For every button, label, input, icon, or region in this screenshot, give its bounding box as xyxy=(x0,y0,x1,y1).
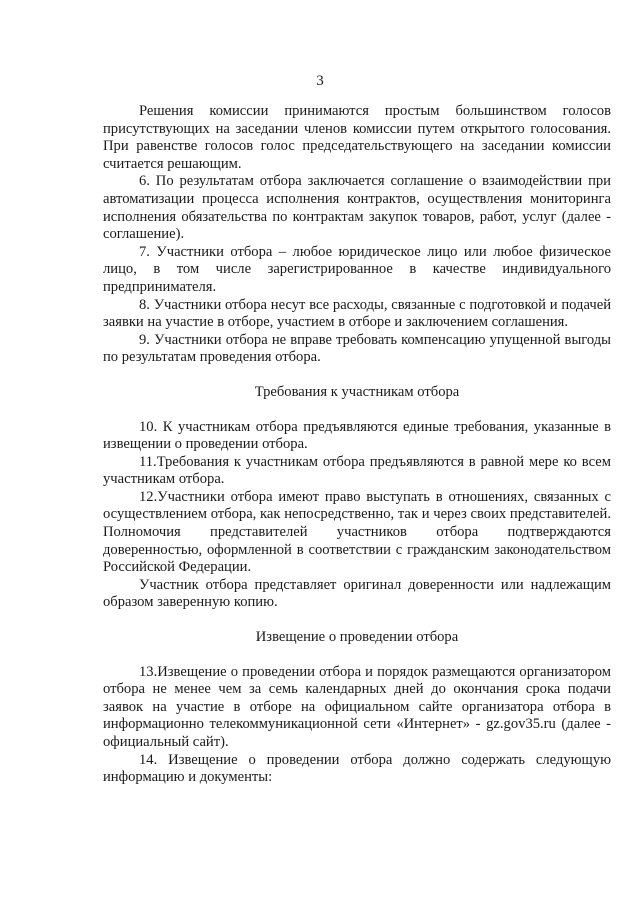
paragraph-decisions: Решения комиссии принимаются простым большинством голосов присутствующих на заседании членов комиссии путем открытого голосования. При равенстве голосов голос председательствующего на заседании комиссии считается решающим. xyxy=(103,103,611,172)
paragraph-power-of-attorney: Участник отбора представляет оригинал доверенности или надлежащим образом заверенную копию. xyxy=(103,576,611,611)
spacer xyxy=(103,647,611,664)
paragraph-8: 8. Участники отбора несут все расходы, связанные с подготовкой и подачей заявки на участие в отборе, участием в отборе и заключением соглашения. xyxy=(103,296,611,331)
paragraph-7: 7. Участники отбора – любое юридическое лицо или любое физическое лицо, в том числе зарегистрированное в качестве индивидуального предпринимателя. xyxy=(103,243,611,295)
paragraph-12: 12.Участники отбора имеют право выступать в отношениях, связанных с осуществлением отбора, как непосредственно, так и через своих представителей. Полномочия представителей участников отбора подтверждаются доверенностью, оформленной в соответствии с гражданским законодательством Российской Федерации. xyxy=(103,488,611,576)
spacer xyxy=(103,612,611,629)
page-number: 3 xyxy=(316,73,324,89)
spacer xyxy=(103,367,611,384)
spacer xyxy=(103,402,611,419)
heading-notice: Извещение о проведении отбора xyxy=(255,629,459,646)
paragraph-10: 10. К участникам отбора предъявляются единые требования, указанные в извещении о проведении отбора. xyxy=(103,418,611,453)
paragraph-11: 11.Требования к участникам отбора предъявляются в равной мере ко всем участникам отбора. xyxy=(103,453,611,488)
document-body xyxy=(103,103,611,787)
paragraph-6: 6. По результатам отбора заключается соглашение о взаимодействии при автоматизации процесса исполнения контрактов, осуществления мониторинга исполнения обязательства по контрактам закупок товаров, работ, услуг (далее - соглашение). xyxy=(103,173,611,243)
paragraph-13: 13.Извещение о проведении отбора и порядок размещаются организатором отбора не менее чем за семь календарных дней до окончания срока подачи заявок на участие в отборе на официальном сайте организатора отбора в информационно телекоммуникационной сети «Интернет» - gz.gov35.ru (далее - официальный сайт). xyxy=(103,663,611,750)
heading-requirements: Требования к участникам отбора xyxy=(254,383,460,400)
paragraph-14: 14. Извещение о проведении отбора должно содержать следующую информацию и документы: xyxy=(103,751,611,786)
paragraph-9: 9. Участники отбора не вправе требовать компенсацию упущенной выгоды по результатам проведения отбора. xyxy=(103,331,611,366)
